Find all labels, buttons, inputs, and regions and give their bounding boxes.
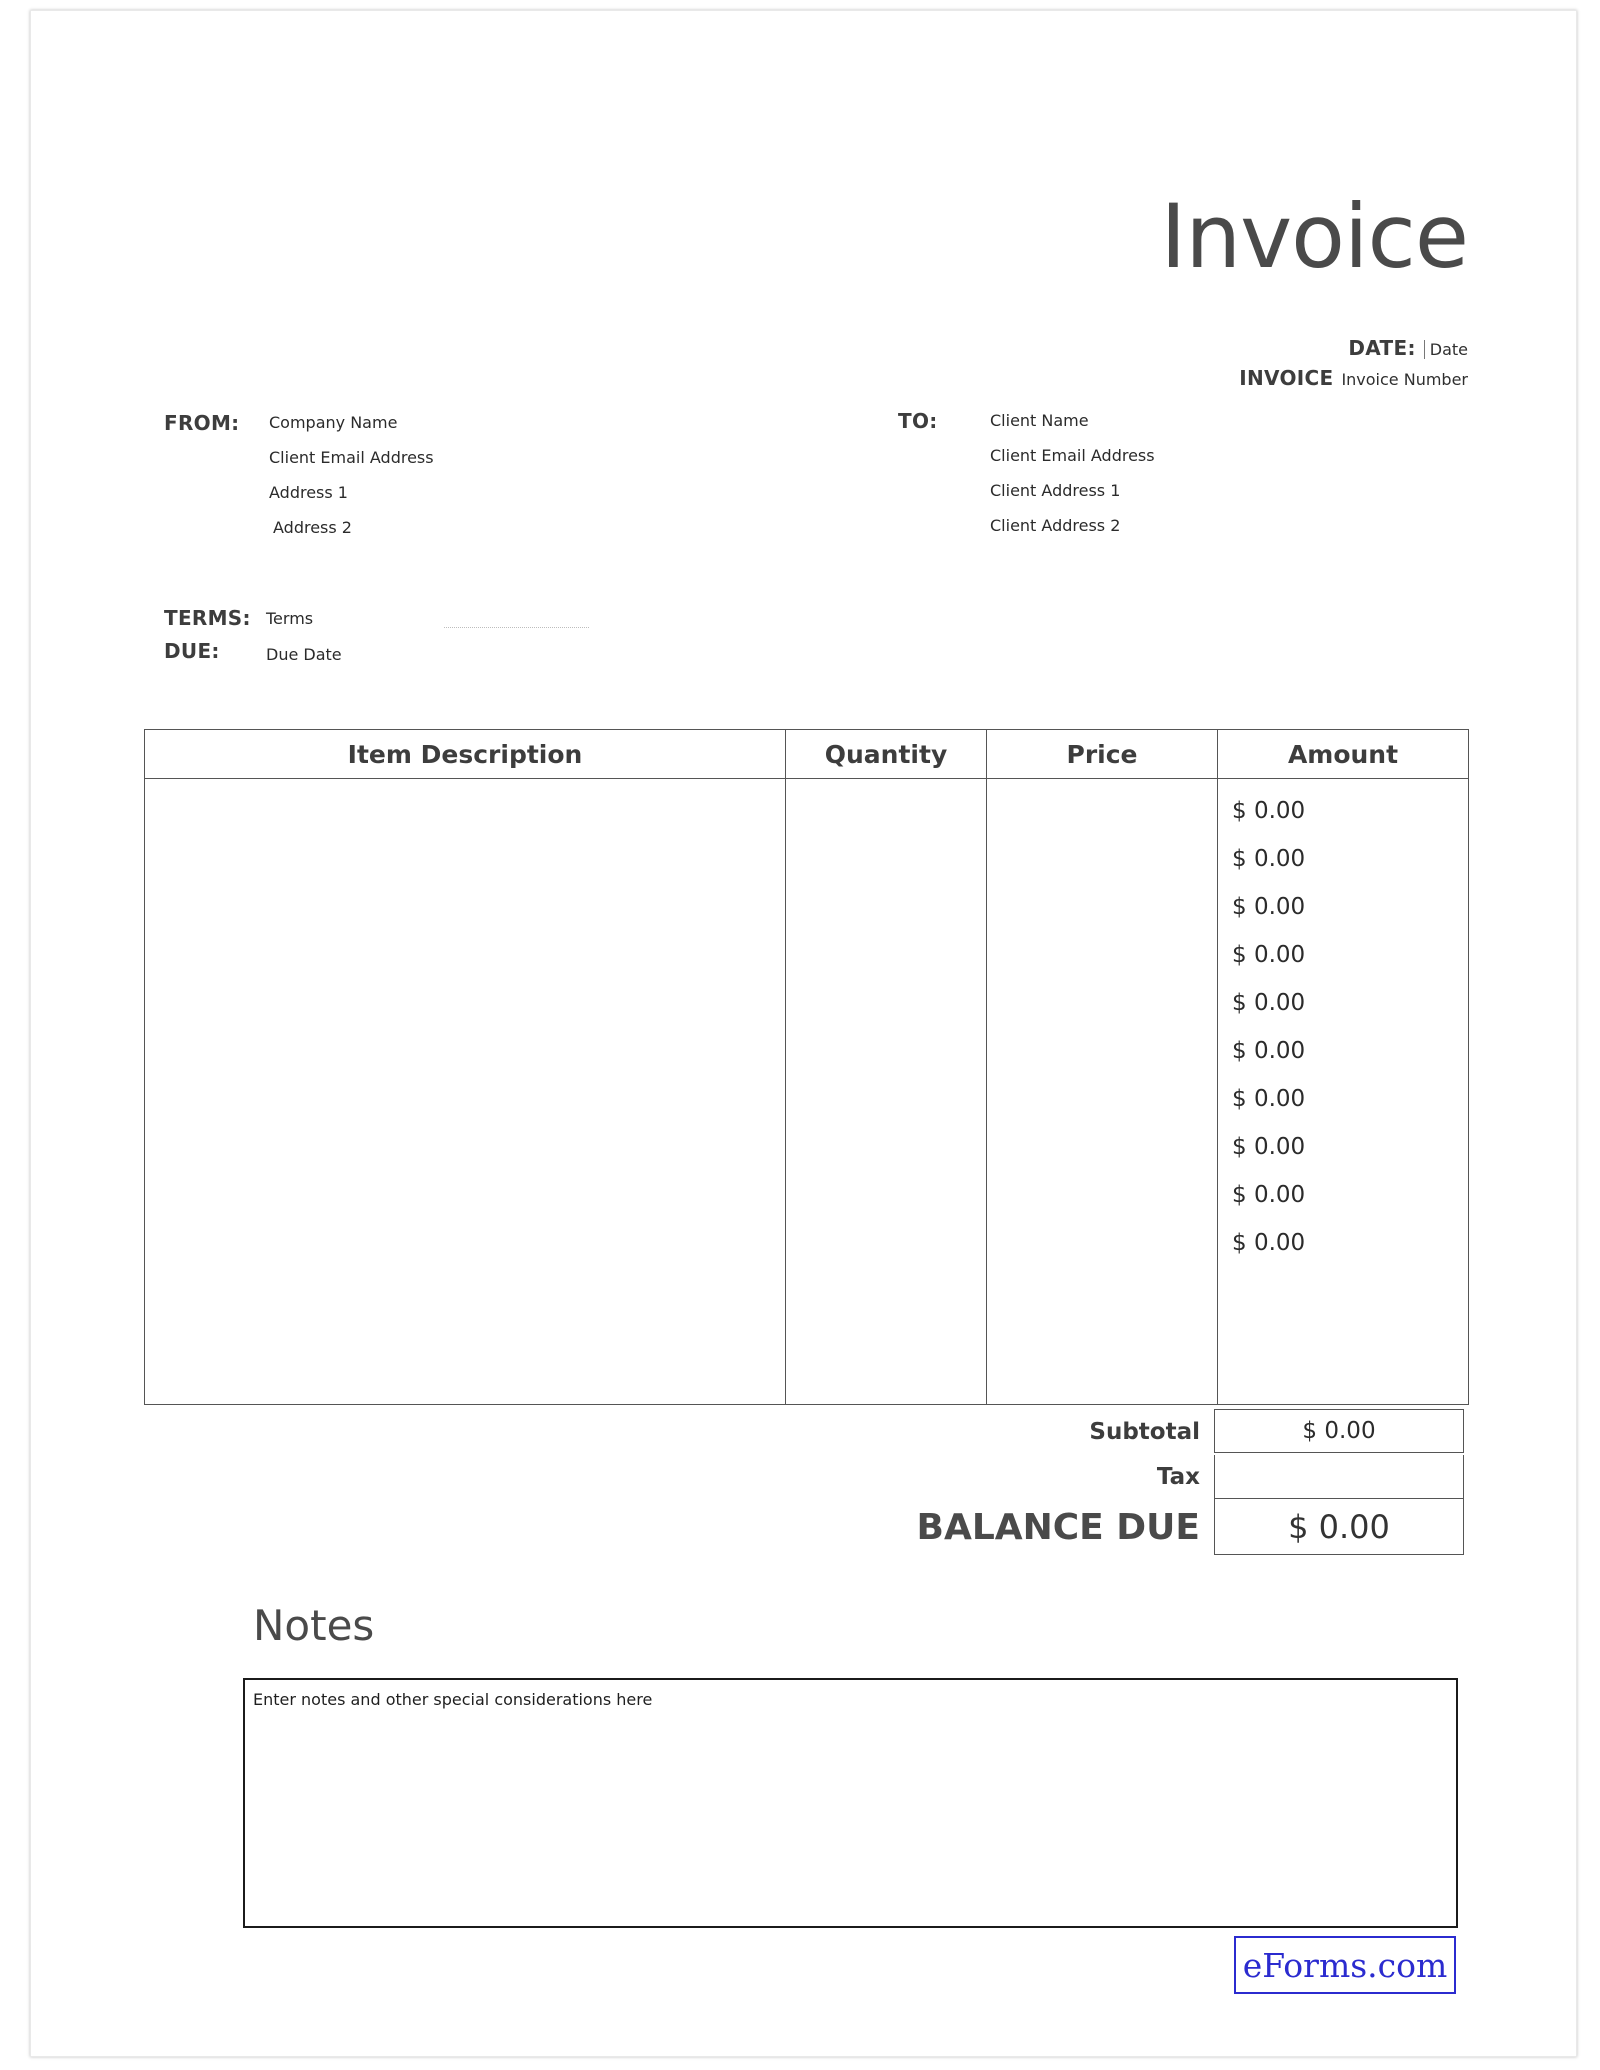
terms-row xyxy=(164,606,684,639)
header-quantity: Quantity xyxy=(786,730,987,779)
cell-quantities[interactable] xyxy=(786,779,987,1405)
balance-due-row xyxy=(144,1499,1464,1555)
cell-amounts xyxy=(1218,779,1469,1405)
subtotal-label: Subtotal xyxy=(1089,1419,1200,1445)
terms-label: TERMS: xyxy=(164,606,251,630)
to-address-2[interactable]: Client Address 2 xyxy=(990,516,1121,535)
invoice-meta xyxy=(908,336,1468,396)
totals-block xyxy=(144,1409,1464,1555)
tax-row xyxy=(144,1455,1464,1499)
notes-title: Notes xyxy=(253,1601,375,1650)
from-address-1[interactable]: Address 1 xyxy=(269,483,348,502)
from-label: FROM: xyxy=(164,411,240,435)
list-item: $ 0.00 xyxy=(1232,1134,1306,1160)
subtotal-value: $ 0.00 xyxy=(1214,1409,1464,1453)
date-label: DATE: xyxy=(1348,336,1416,360)
header-item-description: Item Description xyxy=(145,730,786,779)
list-item: $ 0.00 xyxy=(1232,1086,1306,1112)
from-email-address[interactable]: Client Email Address xyxy=(269,448,434,467)
cell-item-descriptions[interactable] xyxy=(145,779,786,1405)
items-table-body xyxy=(145,779,1469,1405)
meta-row-date xyxy=(908,336,1468,360)
invoice-number-label: INVOICE xyxy=(1239,366,1334,390)
to-address-1[interactable]: Client Address 1 xyxy=(990,481,1121,500)
notes-input[interactable] xyxy=(243,1678,1458,1928)
header-amount: Amount xyxy=(1218,730,1469,779)
invoice-sheet xyxy=(30,10,1577,2057)
subtotal-row xyxy=(144,1409,1464,1455)
list-item: $ 0.00 xyxy=(1232,846,1306,872)
from-lines xyxy=(269,413,434,553)
items-table-row xyxy=(145,779,1469,1405)
from-address-2[interactable]: Address 2 xyxy=(273,518,352,537)
terms-dotted-rule xyxy=(444,627,589,628)
list-item: $ 0.00 xyxy=(1232,798,1306,824)
balance-due-value: $ 0.00 xyxy=(1214,1499,1464,1555)
to-client-name[interactable]: Client Name xyxy=(990,411,1089,430)
due-row xyxy=(164,639,684,672)
brand-label: eForms.com xyxy=(1242,1945,1448,1985)
list-item: $ 0.00 xyxy=(1232,990,1306,1016)
notes-placeholder: Enter notes and other special considerations here xyxy=(253,1690,653,1709)
due-label: DUE: xyxy=(164,639,220,663)
list-item: $ 0.00 xyxy=(1232,894,1306,920)
tax-value[interactable] xyxy=(1214,1455,1464,1499)
items-table-header-row xyxy=(145,730,1469,779)
meta-row-invoice-number xyxy=(908,366,1468,390)
cell-prices[interactable] xyxy=(987,779,1218,1405)
page-title: Invoice xyxy=(1160,185,1468,288)
brand-badge[interactable] xyxy=(1234,1936,1456,1994)
list-item: $ 0.00 xyxy=(1232,942,1306,968)
items-table xyxy=(144,729,1469,1405)
due-value[interactable]: Due Date xyxy=(266,645,342,664)
to-email-address[interactable]: Client Email Address xyxy=(990,446,1155,465)
terms-block xyxy=(164,606,684,672)
items-table-head xyxy=(145,730,1469,779)
list-item: $ 0.00 xyxy=(1232,1182,1306,1208)
to-lines xyxy=(990,411,1155,551)
date-value[interactable]: Date xyxy=(1424,340,1468,359)
from-company-name[interactable]: Company Name xyxy=(269,413,398,432)
to-label: TO: xyxy=(898,409,938,433)
header-price: Price xyxy=(987,730,1218,779)
balance-due-label: BALANCE DUE xyxy=(916,1506,1200,1548)
amount-list xyxy=(1218,779,1468,1271)
invoice-number-value[interactable]: Invoice Number xyxy=(1341,370,1468,389)
list-item: $ 0.00 xyxy=(1232,1230,1306,1256)
list-item: $ 0.00 xyxy=(1232,1038,1306,1064)
tax-label: Tax xyxy=(1156,1464,1200,1490)
terms-value[interactable]: Terms xyxy=(266,609,314,628)
